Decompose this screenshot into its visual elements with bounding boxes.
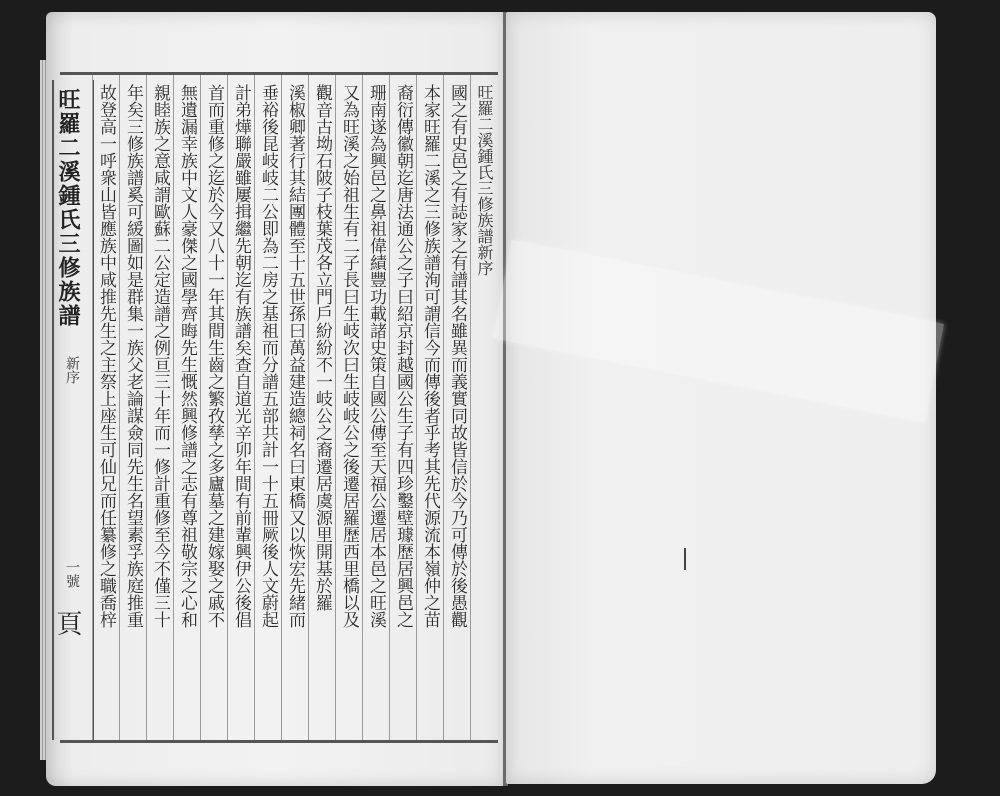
preface-text-column: 年矣三修族譜奚可緩圖如是群集一族父老論謀僉同先生名望素孚族庭推重 <box>123 84 143 628</box>
book-title: 旺羅二溪鍾氏三修族譜 <box>55 88 81 328</box>
page-frame-bottom-border <box>60 740 498 743</box>
column-rule <box>146 75 147 740</box>
preface-text-column: 計弟燁聯嚴雖屢揖繼先朝迄有族譜矣查自道光辛卯年間有前輩興伊公後倡 <box>231 84 251 628</box>
column-rule <box>335 75 336 740</box>
preface-text-column: 首而重修之迄於今又八十一年其間生齒之繁孜孳之多廬墓之建嫁娶之戚不 <box>204 84 224 628</box>
column-rule <box>173 75 174 740</box>
page-mark <box>684 548 686 570</box>
preface-heading: 旺羅二溪鍾氏三修族譜新序 <box>475 84 494 276</box>
page-frame-top-border <box>60 72 498 75</box>
page-label: 頁 <box>52 610 82 636</box>
column-rule <box>416 75 417 740</box>
column-rule <box>92 75 93 740</box>
column-rule <box>443 75 444 740</box>
preface-text-column: 無遺漏幸族中文人豪傑之國學齊晦先生慨然興修譜之志有尊祖敬宗之心和 <box>177 84 197 628</box>
column-rule <box>470 75 471 740</box>
preface-text-column: 本家旺羅二溪之三修族譜洵可謂信今而傳後者乎考其先代源流本嶺仲之苗 <box>420 84 440 628</box>
column-rule <box>119 75 120 740</box>
preface-text-column: 故登高一呼衆山皆應族中咸推先生之主祭上座生可仙兄而任纂修之職喬梓 <box>96 84 116 628</box>
column-rule <box>389 75 390 740</box>
column-rule <box>254 75 255 740</box>
preface-text-column: 又為旺溪之始祖生有二子長曰生岐次曰生岐岐公之後遷居羅歷西里橋以及 <box>339 84 359 628</box>
preface-text-column: 觀音古坳石陂子枝葉茂各立門戶紛紛不一岐公之裔遷居虞源里開基於羅 <box>312 84 332 611</box>
volume-label: 一號 <box>64 560 80 588</box>
preface-text-column: 國之有史邑之有誌家之有譜其名雖異而義實同故皆信於今乃可傳於後愚觀 <box>447 84 467 628</box>
preface-text-column: 珊南遂為興邑之鼻祖偉績豐功載諸史策自國公傳至天福公遷居本邑之旺溪 <box>366 84 386 628</box>
column-rule <box>362 75 363 740</box>
preface-text-column: 裔衍傳徽朝迄唐法通公之子曰紹京封越國公生子有四珍鑿壁璩歷居興邑之 <box>393 84 413 628</box>
column-rule <box>227 75 228 740</box>
preface-text-column: 溪椒卿著行其結團體至十五世孫曰萬益建造總祠名曰東橋又以恢宏先緒而 <box>285 84 305 628</box>
preface-text-column: 垂裕後昆岐岐二公即為二房之基祖而分譜五部共計一十五冊厥後人文蔚起 <box>258 84 278 628</box>
column-rule <box>200 75 201 740</box>
column-rule <box>308 75 309 740</box>
preface-text-column: 親睦族之意咸謂歐蘇二公定造譜之例亘三十年而一修計重修至今不僅三十 <box>150 84 170 628</box>
column-rule <box>281 75 282 740</box>
section-label: 新序 <box>64 356 80 384</box>
